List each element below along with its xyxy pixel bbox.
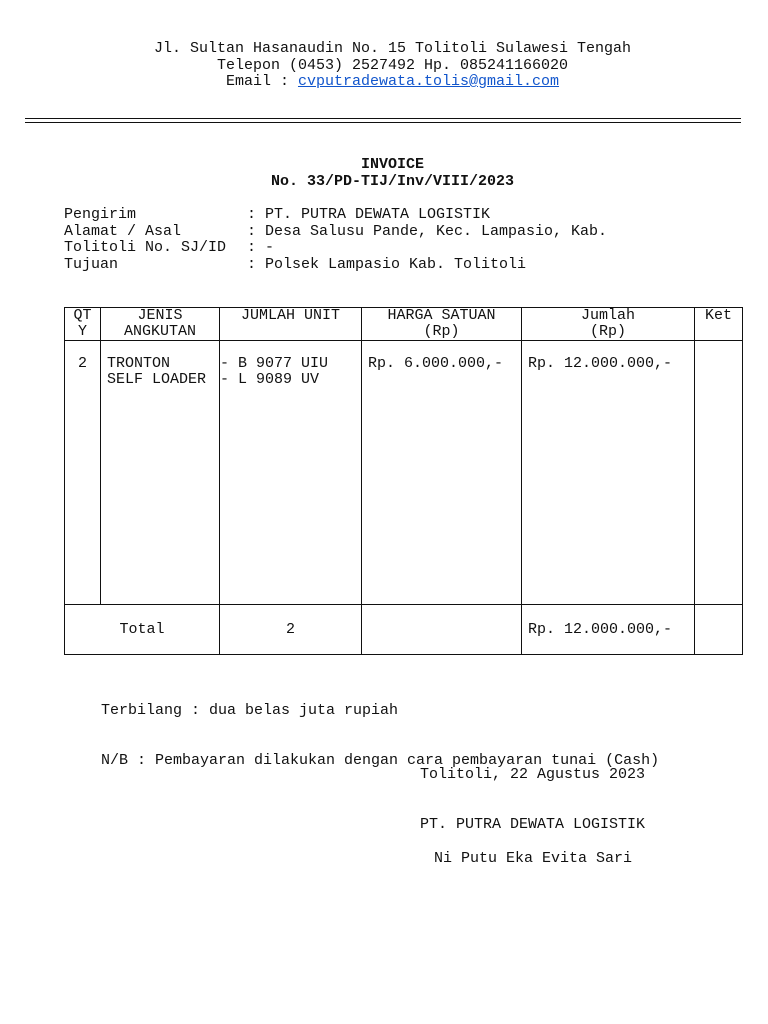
cell-harga: Rp. 6.000.000,- <box>362 341 522 605</box>
table-row <box>65 341 743 605</box>
table-header-row <box>65 308 743 341</box>
info-value: : Polsek Lampasio Kab. Tolitoli <box>247 255 527 273</box>
cell-jenis: TRONTON SELF LOADER <box>101 341 220 605</box>
signature-company: PT. PUTRA DEWATA LOGISTIK <box>420 815 646 833</box>
info-label: Tolitoli No. SJ/ID <box>64 239 227 256</box>
invoice-heading: INVOICE <box>360 156 424 173</box>
header-qty: QT Y <box>65 308 101 341</box>
info-value: : - <box>247 239 275 256</box>
total-units: 2 <box>220 605 362 655</box>
info-row-tujuan <box>64 257 607 274</box>
total-amount: Rp. 12.000.000,- <box>522 605 695 655</box>
company-phone: Telepon (0453) 2527492 Hp. 085241166020 <box>216 56 569 74</box>
total-harga-empty <box>362 605 522 655</box>
header-jumlah: Jumlah (Rp) <box>522 308 695 341</box>
terbilang-note: Terbilang : dua belas juta rupiah <box>101 702 399 719</box>
total-ket-empty <box>695 605 743 655</box>
company-email-line <box>0 74 768 91</box>
signer-name: Ni Putu Eka Evita Sari <box>434 850 633 867</box>
invoice-table <box>64 307 743 655</box>
header-jumlah-unit: JUMLAH UNIT <box>220 308 362 341</box>
header-ket: Ket <box>695 308 743 341</box>
email-link[interactable]: cvputradewata.tolis@gmail.com <box>297 73 560 90</box>
info-label: Tujuan <box>64 255 119 273</box>
total-label: Total <box>65 605 220 655</box>
info-label: Pengirim <box>64 206 137 223</box>
header-divider-bottom <box>25 122 741 123</box>
cell-unit: - B 9077 UIU - L 9089 UV <box>220 341 362 605</box>
payment-note: N/B : Pembayaran dilakukan dengan cara pembayaran tunai (Cash) <box>101 751 660 769</box>
email-label: Email : <box>225 73 298 90</box>
info-value: : Desa Salusu Pande, Kec. Lampasio, Kab. <box>247 222 608 240</box>
header-divider-top <box>25 118 741 119</box>
cell-jumlah: Rp. 12.000.000,- <box>522 341 695 605</box>
info-row-pengirim <box>64 207 607 224</box>
info-value: : PT. PUTRA DEWATA LOGISTIK <box>247 206 491 223</box>
invoice-title <box>0 156 768 190</box>
invoice-number: No. 33/PD-TIJ/Inv/VIII/2023 <box>270 173 515 190</box>
place-date: Tolitoli, 22 Agustus 2023 <box>420 766 646 783</box>
table-total-row <box>65 605 743 655</box>
company-address: Jl. Sultan Hasanaudin No. 15 Tolitoli Sulawesi Tengah <box>153 40 632 57</box>
signature-block <box>420 734 645 850</box>
info-label: Alamat / Asal <box>64 222 182 240</box>
header-jenis-angkutan: JENIS ANGKUTAN <box>101 308 220 341</box>
header-harga-satuan: HARGA SATUAN (Rp) <box>362 308 522 341</box>
cell-ket <box>695 341 743 605</box>
info-row-alamat <box>64 224 607 241</box>
letterhead <box>0 41 768 91</box>
cell-qty: 2 <box>65 341 101 605</box>
shipment-info <box>64 207 607 273</box>
info-row-sj-id <box>64 240 607 257</box>
